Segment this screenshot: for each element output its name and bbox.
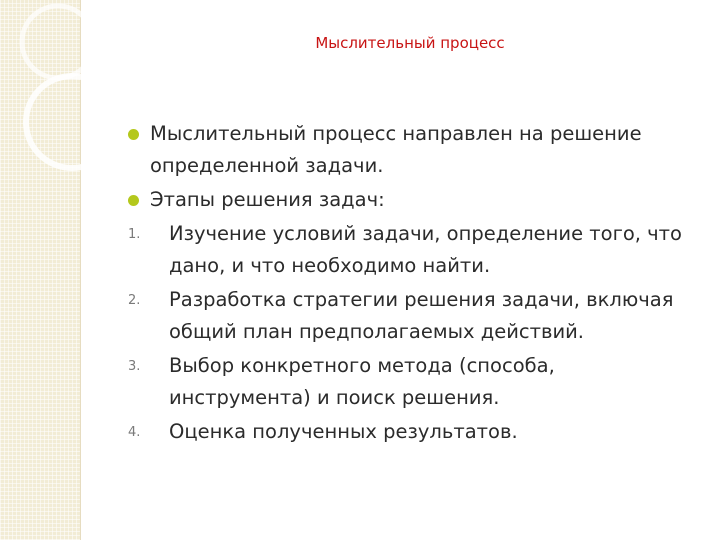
numbered-item: [128, 284, 698, 348]
numbered-text: Выбор конкретного метода (способа, инструмента) и поиск решения.: [169, 354, 555, 409]
bullet-text: Этапы решения задач:: [150, 188, 385, 211]
item-number: 2.: [128, 293, 141, 308]
numbered-item: [128, 416, 698, 448]
numbered-text: Оценка полученных результатов.: [169, 420, 518, 443]
numbered-text: Разработка стратегии решения задачи, включая общий план предполагаемых действий.: [169, 288, 674, 343]
ring-large: [26, 76, 118, 168]
slide-content: [128, 118, 698, 450]
bullet-item: [128, 118, 698, 182]
item-number: 1.: [128, 227, 141, 242]
numbered-item: [128, 218, 698, 282]
bullet-text: Мыслительный процесс направлен на решение определенной задачи.: [150, 122, 642, 177]
slide-title: Мыслительный процесс: [315, 34, 505, 52]
bullet-item: [128, 184, 698, 216]
numbered-text: Изучение условий задачи, определение того, что дано, и что необходимо найти.: [169, 222, 682, 277]
numbered-item: [128, 350, 698, 414]
decorative-rings: [0, 0, 120, 220]
ring-small: [22, 6, 94, 78]
bullet-dot-icon: [128, 129, 139, 140]
item-number: 4.: [128, 425, 141, 440]
item-number: 3.: [128, 359, 141, 374]
bullet-dot-icon: [128, 195, 139, 206]
